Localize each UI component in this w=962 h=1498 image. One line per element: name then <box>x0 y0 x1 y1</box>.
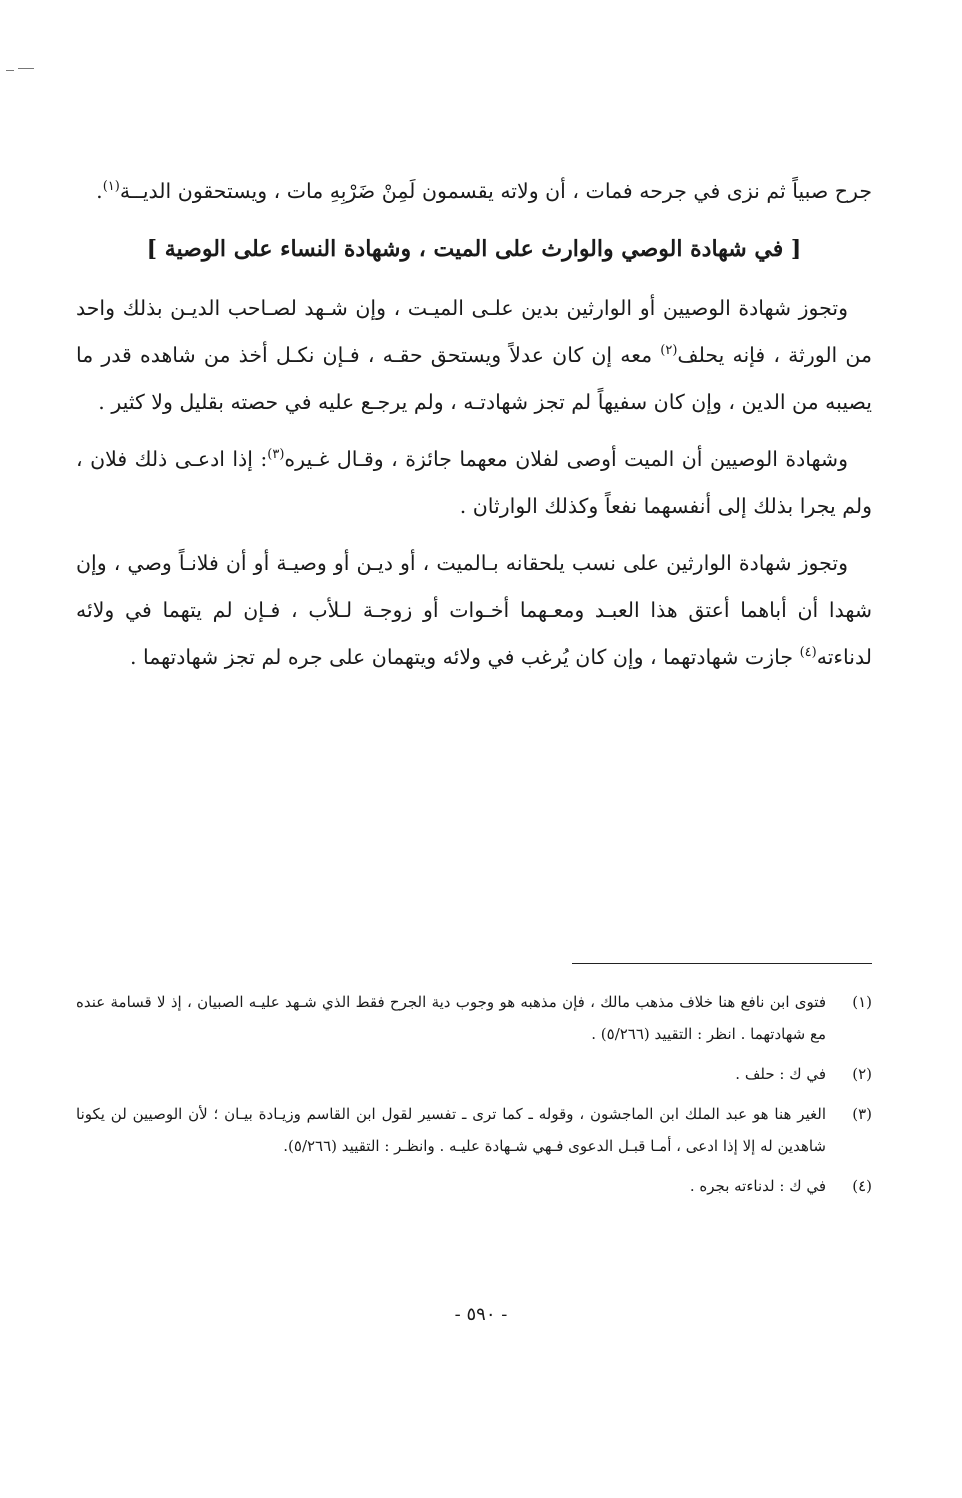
page-number: - ٥٩٠ - <box>454 1304 508 1325</box>
footnote-1 <box>76 986 872 1050</box>
footnote-number: (٣) <box>852 1105 872 1123</box>
scan-mark <box>6 68 36 74</box>
footnote-3 <box>76 1098 872 1162</box>
footnote-text: الغير هنا هو عبد الملك ابن الماجشون ، وقوله ـ كما ترى ـ تفسير لقول ابن القاسم وزيـادة بيـان ؛ لأن الوصيين لن يكونا شاهدين له إلا إذا ادعى ، أمـا قبـل الدعوى فـهي شـهادة عليـه . وانظـر : التقييد (٥/٢٦٦). <box>76 1105 826 1155</box>
footnote-ref-4: (٤) <box>799 645 817 660</box>
footnotes <box>76 986 872 1210</box>
paragraph-2: وتجوز شهادة الوصيين أو الوارثين بدين علـى الميـت ، وإن شـهد لصـاحب الديـن بذلك واحد من الورثة ، فإنه يحلف$^{(٢)}$ معه إن كان عدلاً ويستحق حقـه ، فـإن نكـل أخذ من شاهده قدر ما يصيبه من الدين ، وإن كان سفيهاً لم تجز شهادتـه ، ولم يرجـع عليه في حصته بقليل ولا كثير . <box>76 296 872 414</box>
footnote-number: (٢) <box>852 1065 872 1083</box>
footnote-2 <box>76 1058 872 1090</box>
footnote-number: (٤) <box>852 1177 872 1195</box>
footnote-text: في ك : لدناءته بجره . <box>689 1177 826 1195</box>
main-text <box>76 168 872 691</box>
paragraph-3: وشهادة الوصيين أن الميت أوصى لفلان معهما جائزة ، وقـال غـيره$^{(٣)}$: إذا ادعـى ذلك فلان ، ولم يجرا بذلك إلى أنفسهما نفعاً وكذلك الوارثان . <box>76 447 872 518</box>
footnote-separator <box>572 963 872 964</box>
footnote-number: (١) <box>852 993 872 1011</box>
section-heading: [ في شهادة الوصي والوارث على الميت ، وشهادة النساء على الوصية ] <box>146 236 802 262</box>
paragraph-4: وتجوز شهادة الوارثين على نسب يلحقانه بـالميت ، أو ديـن أو وصيـة أو أن فلانـاً وصي ، وإن شهدا أن أباهما أعتق هذا العبـد ومعـهما أخـوات أو زوجـة لـلأب ، فـإن لم يتهما في ولائه لدناءته$^{(٤)}$ جازت شهادتهما ، وإن كان يُرغب في ولائه ويتهمان على جره لم تجز شهادتهما . <box>76 551 872 669</box>
footnote-ref-2: (٢) <box>660 343 678 358</box>
footnote-ref-3: (٣) <box>267 447 285 462</box>
footnote-text: فتوى ابن نافع هنا خلاف مذهب مالك ، فإن مذهبه هو وجوب دية الجرح فقط الذي شـهد عليـه الصبيان ، إذ لا قسامة عنده مع شهادتهما . انظر : التقييد (٥/٢٦٦) . <box>76 993 826 1043</box>
footnote-ref-1: (١) <box>102 179 120 194</box>
paragraph-1: جرح صبياً ثم نزى في جرحه فمات ، أن ولاته يقسمون لَمِنْ ضَرْبِهِ مات ، ويستحقون الديــة$^{(١)}$. <box>96 179 872 203</box>
footnote-text: في ك : حلف . <box>735 1065 826 1083</box>
footnote-4 <box>76 1170 872 1202</box>
